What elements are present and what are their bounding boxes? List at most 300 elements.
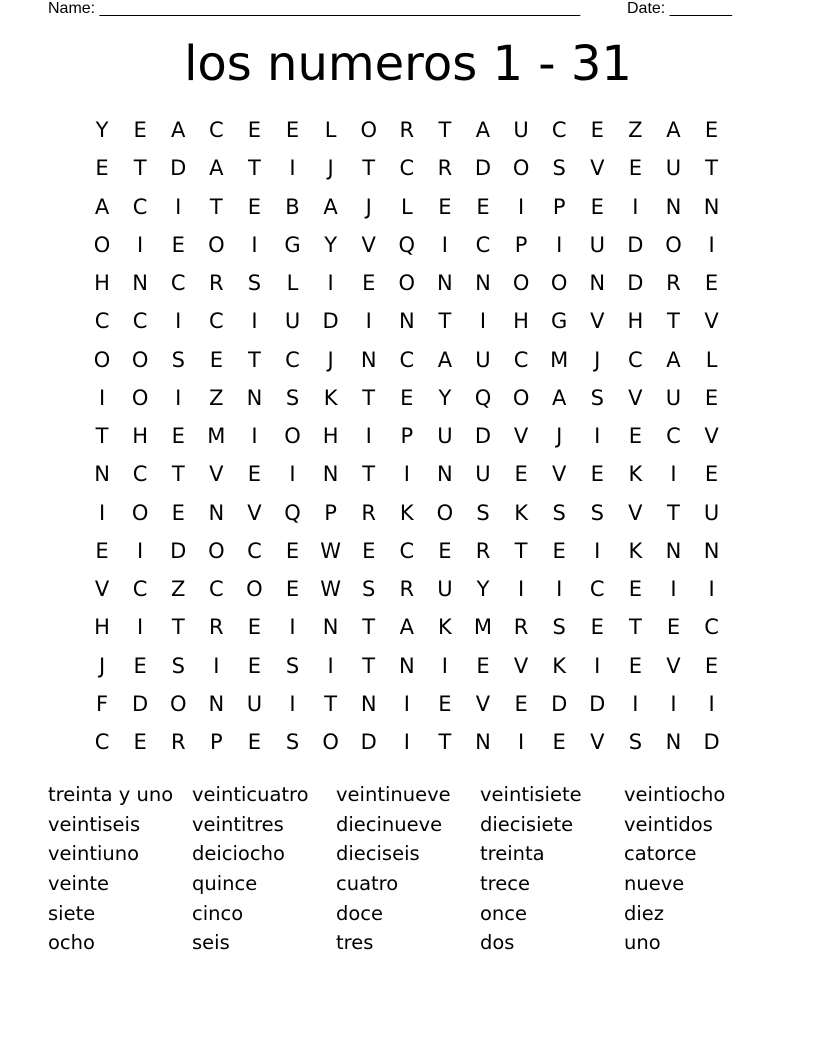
grid-letter: E (704, 462, 719, 487)
grid-letter: E (438, 691, 452, 716)
grid-row (83, 149, 731, 187)
grid-letter: P (400, 424, 414, 449)
grid-letter: N (437, 271, 453, 296)
grid-row (83, 379, 731, 417)
grid-letter: N (665, 538, 682, 563)
grid-letter: R (209, 271, 224, 296)
grid-letter: C (285, 347, 300, 372)
grid-letter: K (628, 462, 643, 487)
grid-letter: O (512, 385, 530, 410)
grid-letter: V (628, 500, 643, 525)
grid-letter: I (289, 691, 296, 716)
grid-letter: O (208, 232, 225, 257)
grid-letter: S (552, 156, 566, 181)
grid-letter: N (132, 271, 148, 296)
grid-letter: N (703, 538, 720, 563)
grid-letter: Z (628, 118, 643, 143)
grid-letter: V (513, 424, 529, 449)
grid-row (83, 532, 731, 570)
grid-letter: R (513, 615, 529, 640)
word-bank-item: diez (624, 901, 665, 925)
grid-letter: A (323, 194, 338, 219)
grid-letter: I (289, 462, 296, 487)
grid-letter: E (247, 194, 262, 219)
grid-letter: A (475, 118, 491, 143)
word-bank-item: doce (336, 901, 384, 925)
grid-letter: N (437, 462, 453, 487)
grid-letter: N (475, 730, 491, 755)
grid-letter: E (247, 653, 262, 678)
grid-letter: H (132, 424, 149, 449)
grid-letter: R (437, 156, 453, 181)
grid-letter: C (551, 118, 567, 143)
grid-letter: N (360, 691, 377, 716)
page-title: los numeros 1 - 31 (184, 36, 632, 92)
grid-letter: E (666, 615, 681, 640)
grid-letter: U (703, 500, 720, 525)
grid-row (83, 417, 731, 455)
grid-letter: I (251, 232, 258, 257)
grid-letter: E (590, 615, 604, 640)
grid-letter: Y (324, 232, 338, 257)
grid-letter: E (590, 462, 604, 487)
grid-letter: S (362, 577, 376, 602)
grid-letter: E (171, 232, 185, 257)
grid-letter: E (400, 385, 414, 410)
grid-letter: U (475, 462, 491, 487)
grid-letter: D (703, 730, 720, 755)
grid-letter: I (517, 730, 525, 755)
grid-letter: I (365, 424, 372, 449)
grid-letter: U (437, 424, 453, 449)
grid-letter: M (207, 424, 226, 449)
grid-letter: O (398, 271, 416, 296)
grid-letter: E (133, 730, 147, 755)
grid-letter: I (632, 194, 639, 219)
grid-row (83, 608, 731, 646)
grid-letter: E (704, 271, 719, 296)
grid-letter: U (246, 691, 263, 716)
grid-letter: I (708, 232, 715, 257)
grid-letter: S (285, 730, 300, 755)
grid-letter: E (362, 271, 376, 296)
grid-letter: I (594, 538, 601, 563)
grid-letter: T (171, 462, 185, 487)
word-bank-item: veinte (48, 872, 109, 896)
word-bank-item: nueve (624, 872, 685, 896)
grid-letter: C (475, 232, 491, 257)
grid-letter: E (438, 194, 452, 219)
grid-letter: H (627, 309, 644, 334)
grid-letter: I (594, 424, 601, 449)
grid-letter: K (438, 615, 452, 640)
grid-letter: N (322, 615, 339, 640)
grid-letter: N (246, 385, 263, 410)
grid-letter: E (285, 538, 300, 563)
grid-letter: I (708, 577, 715, 602)
word-bank-item: catorce (624, 842, 697, 866)
grid-letter: F (96, 691, 109, 716)
grid-letter: N (665, 194, 682, 219)
word-bank-item: uno (624, 931, 661, 955)
grid-letter: O (246, 577, 263, 602)
grid-letter: E (476, 653, 490, 678)
word-bank-item: diecisiete (480, 812, 574, 836)
grid-letter: T (95, 424, 109, 449)
grid-letter: S (628, 730, 643, 755)
grid-letter: I (708, 691, 715, 716)
grid-letter: I (213, 653, 220, 678)
grid-letter: D (627, 271, 644, 296)
grid-letter: I (137, 538, 144, 563)
grid-letter: H (513, 309, 529, 334)
grid-letter: V (628, 385, 643, 410)
grid-letter: U (475, 347, 491, 372)
grid-letter: J (594, 347, 601, 372)
grid-letter: P (552, 194, 566, 219)
word-bank-item: veintiocho (624, 783, 726, 806)
grid-letter: W (320, 577, 341, 602)
grid-letter: O (512, 156, 530, 181)
grid-letter: A (209, 156, 224, 181)
word-bank-item: seis (192, 931, 230, 955)
grid-letter: I (670, 577, 677, 602)
grid-letter: N (398, 653, 415, 678)
grid-letter: C (208, 309, 224, 334)
grid-letter: W (320, 538, 341, 563)
grid-letter: Y (95, 118, 109, 143)
word-bank-item: dieciseis (336, 842, 420, 866)
grid-letter: E (285, 118, 300, 143)
grid-letter: I (327, 271, 334, 296)
grid-row (83, 188, 731, 226)
grid-letter: S (285, 385, 300, 410)
grid-letter: M (473, 615, 493, 640)
grid-letter: Z (171, 577, 186, 602)
grid-letter: C (94, 309, 110, 334)
grid-letter: T (438, 730, 452, 755)
grid-letter: Z (209, 385, 224, 410)
word-bank-item: once (480, 901, 528, 925)
grid-letter: C (589, 577, 605, 602)
grid-letter: C (399, 347, 415, 372)
grid-letter: O (93, 232, 111, 257)
grid-letter: D (322, 309, 339, 334)
grid-letter: K (552, 653, 567, 678)
grid-row (83, 302, 731, 340)
grid-letter: D (589, 691, 606, 716)
grid-letter: O (322, 730, 339, 755)
grid-row (83, 226, 731, 264)
grid-letter: E (247, 730, 262, 755)
grid-letter: U (437, 577, 453, 602)
grid-letter: R (361, 500, 376, 525)
word-bank-item: treinta (480, 842, 545, 866)
grid-letter: E (628, 577, 642, 602)
grid-letter: I (327, 653, 334, 678)
grid-letter: E (438, 538, 452, 563)
grid-letter: K (514, 500, 528, 525)
grid-letter: N (94, 462, 110, 487)
grid-letter: C (666, 424, 681, 449)
grid-letter: S (247, 271, 262, 296)
grid-letter: U (589, 232, 605, 257)
grid-letter: S (590, 500, 604, 525)
grid-row (83, 570, 731, 608)
word-bank-item: treinta y uno (48, 783, 174, 806)
grid-letter: V (551, 462, 567, 487)
grid-letter: R (170, 730, 186, 755)
grid-letter: I (403, 730, 410, 755)
grid-letter: N (208, 500, 225, 525)
grid-letter: L (286, 271, 299, 296)
grid-letter: D (132, 691, 149, 716)
grid-letter: I (251, 309, 258, 334)
grid-letter: A (551, 385, 567, 410)
grid-row (83, 723, 731, 761)
grid-letter: V (704, 424, 719, 449)
grid-letter: P (209, 730, 223, 755)
grid-letter: E (704, 118, 719, 143)
grid-letter: T (667, 309, 680, 334)
grid-letter: C (247, 538, 262, 563)
grid-letter: S (590, 385, 604, 410)
grid-letter: C (399, 156, 415, 181)
grid-row (83, 494, 731, 532)
grid-letter: R (666, 271, 681, 296)
grid-letter: H (94, 615, 110, 640)
word-bank-item: veintinueve (336, 783, 451, 806)
grid-letter: I (441, 653, 448, 678)
grid-letter: C (132, 462, 148, 487)
grid-letter: N (360, 347, 377, 372)
grid-letter: V (475, 691, 491, 716)
grid-letter: T (362, 156, 376, 181)
grid-letter: U (665, 156, 682, 181)
grid-letter: K (399, 500, 414, 525)
grid-letter: V (590, 309, 605, 334)
grid-letter: N (589, 271, 606, 296)
grid-letter: T (362, 385, 376, 410)
grid-letter: N (703, 194, 720, 219)
grid-letter: V (704, 309, 719, 334)
grid-letter: T (248, 347, 261, 372)
grid-letter: V (513, 653, 529, 678)
grid-letter: S (552, 615, 566, 640)
grid-letter: E (628, 653, 642, 678)
grid-letter: I (175, 385, 182, 410)
date-field-label: Date: _______ (627, 0, 732, 17)
grid-letter: O (169, 691, 187, 716)
grid-letter: E (362, 538, 376, 563)
word-bank-item: deiciocho (192, 842, 285, 866)
word-bank-item: quince (192, 872, 258, 896)
grid-letter: O (131, 385, 149, 410)
word-bank-item: veintisiete (480, 783, 582, 806)
grid-letter: E (514, 691, 528, 716)
grid-letter: Q (474, 385, 492, 410)
grid-letter: G (551, 309, 568, 334)
grid-letter: D (474, 424, 492, 449)
grid-letter: A (437, 347, 453, 372)
grid-letter: T (514, 538, 528, 563)
grid-letter: V (590, 730, 605, 755)
grid-letter: A (666, 118, 681, 143)
grid-letter: E (628, 424, 642, 449)
grid-letter: Y (476, 577, 490, 602)
grid-letter: T (362, 615, 376, 640)
grid-letter: E (171, 424, 185, 449)
grid-letter: I (98, 500, 106, 525)
grid-letter: C (132, 577, 148, 602)
grid-letter: E (133, 118, 147, 143)
grid-letter: A (666, 347, 681, 372)
grid-letter: I (632, 691, 639, 716)
grid-letter: I (175, 309, 182, 334)
grid-letter: E (590, 118, 604, 143)
grid-letter: K (323, 385, 338, 410)
word-bank-item: veinticuatro (192, 783, 309, 806)
grid-letter: T (209, 194, 223, 219)
grid-letter: T (438, 309, 452, 334)
grid-letter: T (628, 615, 642, 640)
grid-letter: N (475, 271, 491, 296)
grid-letter: I (251, 424, 258, 449)
grid-letter: C (208, 118, 224, 143)
grid-letter: N (322, 462, 339, 487)
grid-letter: O (131, 500, 149, 525)
grid-letter: A (94, 194, 110, 219)
word-bank-item: ocho (48, 931, 95, 955)
grid-letter: I (403, 462, 410, 487)
grid-letter: M (550, 347, 569, 372)
grid-letter: Q (398, 232, 416, 257)
grid-letter: Q (284, 500, 301, 525)
grid-letter: V (247, 500, 262, 525)
word-bank-item: veintiseis (48, 812, 141, 836)
grid-letter: E (95, 156, 109, 181)
grid-letter: R (399, 577, 415, 602)
grid-letter: I (289, 156, 296, 181)
grid-letter: S (171, 347, 185, 372)
grid-letter: O (436, 500, 454, 525)
grid-letter: D (170, 538, 187, 563)
grid-letter: C (170, 271, 186, 296)
grid-letter: O (665, 232, 682, 257)
grid-row (83, 264, 731, 302)
grid-letter: R (209, 615, 224, 640)
word-bank-item: siete (48, 901, 96, 925)
grid-letter: E (247, 118, 262, 143)
grid-row (83, 455, 731, 493)
grid-letter: I (479, 309, 487, 334)
grid-letter: N (208, 691, 225, 716)
grid-letter: O (208, 538, 225, 563)
grid-letter: I (670, 691, 677, 716)
grid-letter: P (324, 500, 337, 525)
grid-letter: A (399, 615, 414, 640)
grid-letter: E (628, 156, 642, 181)
grid-letter: S (476, 500, 490, 525)
grid-letter: T (438, 118, 452, 143)
grid-letter: O (550, 271, 568, 296)
grid-letter: I (175, 194, 182, 219)
grid-row (83, 341, 731, 379)
grid-letter: C (399, 538, 415, 563)
grid-letter: C (132, 309, 148, 334)
grid-letter: V (590, 156, 605, 181)
grid-letter: N (398, 309, 415, 334)
grid-letter: I (441, 232, 448, 257)
grid-letter: I (594, 653, 601, 678)
grid-letter: L (705, 347, 718, 372)
grid-letter: D (474, 156, 492, 181)
grid-letter: E (247, 462, 262, 487)
grid-letter: S (552, 500, 566, 525)
grid-letter: D (170, 156, 187, 181)
grid-letter: B (285, 194, 300, 219)
grid-letter: O (512, 271, 530, 296)
grid-letter: T (705, 156, 718, 181)
grid-letter: E (285, 577, 300, 602)
grid-letter: T (362, 462, 376, 487)
grid-letter: E (514, 462, 528, 487)
grid-letter: V (666, 653, 681, 678)
grid-letter: O (131, 347, 149, 372)
grid-letter: V (361, 232, 376, 257)
grid-letter: H (322, 424, 339, 449)
grid-letter: J (98, 653, 106, 678)
word-bank-item: diecinueve (336, 812, 443, 836)
grid-letter: O (284, 424, 301, 449)
grid-letter: I (137, 615, 144, 640)
word-bank-item: veintiuno (48, 842, 140, 866)
word-search-grid (83, 111, 731, 761)
grid-letter: I (403, 691, 410, 716)
grid-letter: R (399, 118, 415, 143)
grid-letter: V (209, 462, 224, 487)
grid-letter: D (627, 232, 644, 257)
grid-letter: D (551, 691, 568, 716)
word-bank-item: dos (480, 931, 515, 955)
grid-letter: T (324, 691, 338, 716)
grid-letter: T (248, 156, 261, 181)
grid-letter: E (552, 730, 566, 755)
grid-letter: L (400, 194, 413, 219)
grid-letter: V (94, 577, 110, 602)
grid-letter: I (365, 309, 372, 334)
word-bank-item: trece (480, 872, 530, 896)
grid-letter: C (704, 615, 719, 640)
grid-letter: C (513, 347, 529, 372)
grid-letter: A (171, 118, 186, 143)
grid-letter: S (171, 653, 185, 678)
grid-letter: I (137, 232, 144, 257)
grid-letter: E (704, 653, 719, 678)
grid-letter: N (665, 730, 682, 755)
name-field-label: Name: ______________________________________________________ (48, 0, 581, 17)
grid-letter: G (284, 232, 301, 257)
grid-letter: J (327, 156, 334, 181)
grid-letter: E (209, 347, 223, 372)
grid-letter: J (365, 194, 372, 219)
grid-letter: P (514, 232, 528, 257)
word-bank-item: cinco (192, 901, 244, 925)
grid-letter: O (93, 347, 111, 372)
grid-letter: I (670, 462, 677, 487)
grid-letter: T (362, 653, 376, 678)
grid-letter: I (517, 577, 525, 602)
